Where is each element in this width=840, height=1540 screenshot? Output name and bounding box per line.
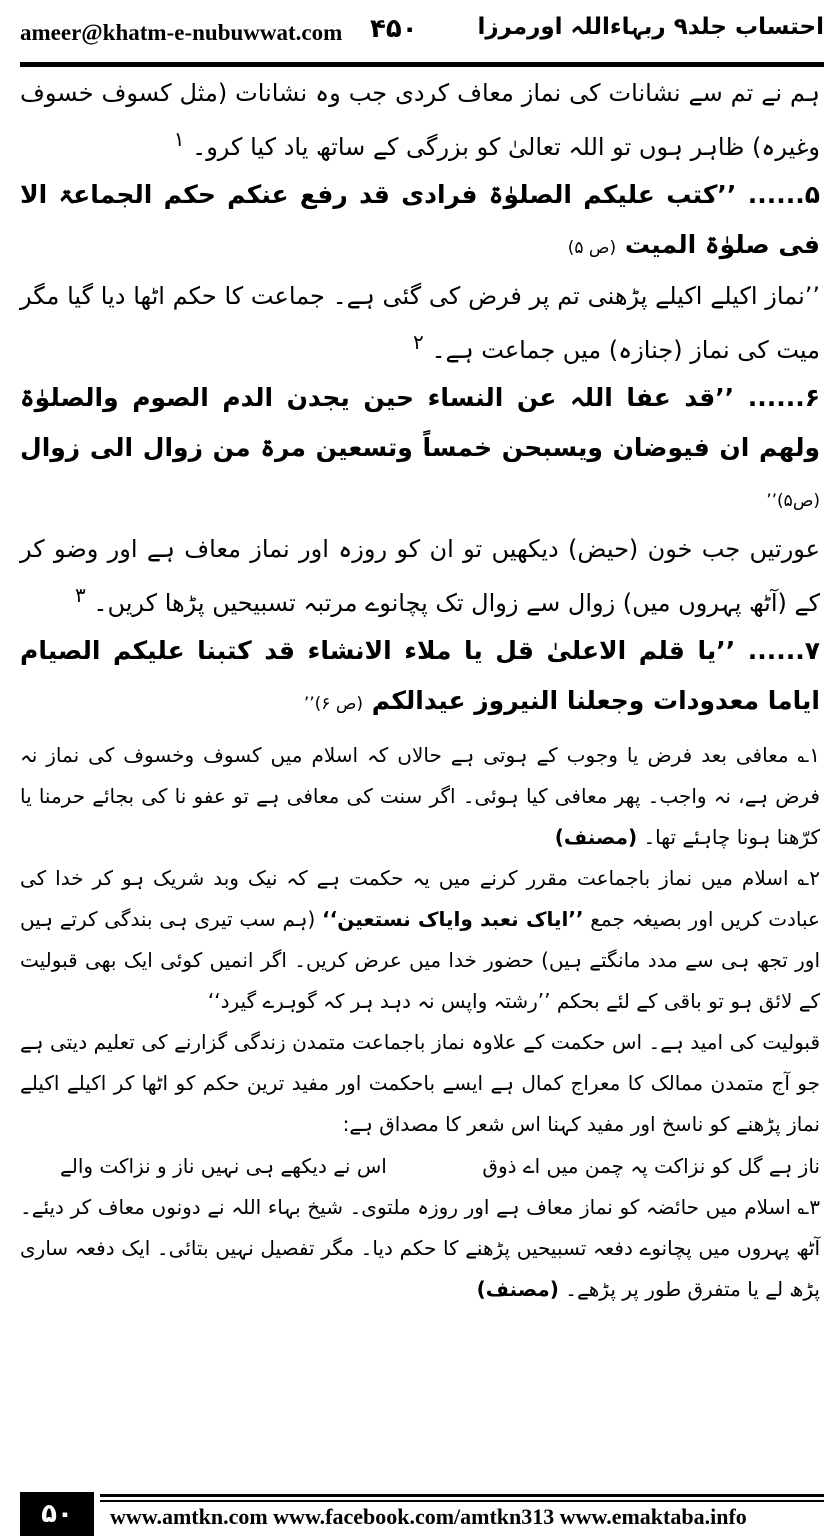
footnote-1: ۱؎ معافی بعد فرض یا وجوب کے ہوتی ہے حالاں کہ اسلام میں کسوف وخسوف کی نماز نہ فرض ہے، نہ واجب۔ پھر معافی کیا ہوئی۔ اگر سنت کی معافی ہے تو عفو نا کی بجائے حرمنا یا کرّھنا ہونا چاہئے تھا۔ (مصنف) <box>20 743 820 849</box>
page-number-badge: ۵۰ <box>20 1492 94 1536</box>
header-rule <box>20 62 824 67</box>
footnote-2-continued: قبولیت کی امید ہے۔ اس حکمت کے علاوہ نماز باجماعت متمدن زندگی گزارنے کی تعلیم دیتی ہے جو آج متمدن ممالک کا معراج کمال ہے ایسے باحکمت اور مفید ترین حکم کو اٹھا کر اکیلے اکیلے نماز پڑھنے کو ناسخ اور مفید کہنا اس شعر کا مصداق ہے: <box>20 1030 820 1136</box>
couplet-second-line: اس نے دیکھے ہی نہیں ناز و نزاکت والے <box>60 1154 387 1178</box>
header-email: ameer@khatm-e-nubuwwat.com <box>20 20 343 45</box>
footnote-ref: ۲ <box>413 330 424 354</box>
citation: (ص ۵) <box>567 238 617 258</box>
footer-links: www.amtkn.com www.facebook.com/amtkn313 www.emaktaba.info <box>110 1504 747 1529</box>
author-note: (مصنف) <box>554 825 638 849</box>
footnote-2: ۲؎ اسلام میں نماز باجماعت مقرر کرنے میں یہ حکمت ہے کہ نیک وبد شریک ہو کر خدا کی عبادت کریں اور بصیغہ جمع ’’ایاک نعبد وایاک نستعین‘‘ (ہم سب تیری ہی بندگی کرتے ہیں اور تجھ ہی سے مدد مانگتے ہیں) حضور خدا میں عرض کریں۔ اگر انمیں کوئی ایک بھی قبولیت کے لائق ہو تو باقی کے لئے بحکم ’’رشتہ واپس نہ دہد ہر کہ گوہرے گیرد‘‘ <box>20 866 820 1013</box>
footnote-marker: ۱؎ <box>797 743 820 767</box>
header-title: احتساب جلد۹ ربہاءاللہ اورمرزا <box>477 14 824 40</box>
page-body <box>20 70 820 1310</box>
item-number: ۷...... <box>747 636 820 665</box>
item-7-arabic: ۷...... ’’یا قلم الاعلیٰ قل یا ملاء الانشاء قد کتبنا علیکم الصیام ایاما معدودات وجعلنا النیروز عیدالکم (ص ۶)’’ <box>20 636 820 715</box>
quranic-quote: ’’ایاک نعبد وایاک نستعین‘‘ <box>322 907 584 931</box>
header-page-number: ۴۵۰ <box>370 14 418 44</box>
footnote-3: ۳؎ اسلام میں حائضہ کو نماز معاف ہے اور روزہ ملتوی۔ شیخ بہاء اللہ نے دونوں معاف کر دیئے۔ آٹھ پہروں میں پچانوے دفعہ تسبیحیں پڑھنے کا حکم دیا۔ مگر تفصیل نہیں بتائی۔ ایک دفعہ ساری پڑھ لے یا متفرق طور پر پڑھے۔ (مصنف) <box>20 1195 820 1301</box>
item-5-translation: ’’نماز اکیلے اکیلے پڑھنی تم پر فرض کی گئی ہے۔ جماعت کا حکم اٹھا دیا گیا مگر میت کی نماز (جنازہ) میں جماعت ہے۔ $^۲$ <box>20 282 820 364</box>
footnote-marker: ۲؎ <box>797 866 820 890</box>
footer-rule <box>100 1500 824 1502</box>
item-5-arabic: ۵...... ’’کتب علیکم الصلوٰۃ فرادی قد رفع عنکم حکم الجماعۃ الا فی صلوٰۃ المیت (ص ۵) <box>20 180 820 259</box>
item-6-arabic: ۶...... ’’قد عفا اللہ عن النساء حین یجدن الدم الصوم والصلوٰۃ ولھم ان فیوضان ویسبحن خمساً وتسعین مرۃ من زوال الی زوال (ص۵)’’ <box>20 383 820 511</box>
footnote-ref: ۱ <box>173 127 185 151</box>
intro-paragraph: ہم نے تم سے نشانات کی نماز معاف کردی جب وہ نشانات (مثل کسوف خسوف وغیرہ) ظاہر ہوں تو اللہ تعالیٰ کو بزرگی کے ساتھ یاد کیا کرو۔ $^۱$ <box>20 79 820 161</box>
citation: (ص۵)’’ <box>766 491 820 511</box>
page-header <box>20 0 824 62</box>
footnote-marker: ۳؎ <box>797 1195 820 1219</box>
couplet-first-line: ناز ہے گل کو نزاکت پہ چمن میں اے ذوق <box>482 1154 820 1178</box>
item-6-translation: عورتیں جب خون (حیض) دیکھیں تو ان کو روزہ اور نماز معاف ہے اور وضو کر کے (آٹھ پہروں میں) زوال سے زوال تک پچانوے مرتبہ تسبیحیں پڑھا کریں۔ $^۳$ <box>20 535 820 617</box>
poetry-couplet <box>20 1145 820 1187</box>
item-number: ۵...... <box>747 180 820 209</box>
footer-rule <box>100 1494 824 1497</box>
citation: (ص ۶)’’ <box>303 694 364 714</box>
footnote-ref: ۳ <box>75 583 86 607</box>
author-note: (مصنف) <box>476 1277 559 1301</box>
item-number: ۶...... <box>747 383 820 412</box>
